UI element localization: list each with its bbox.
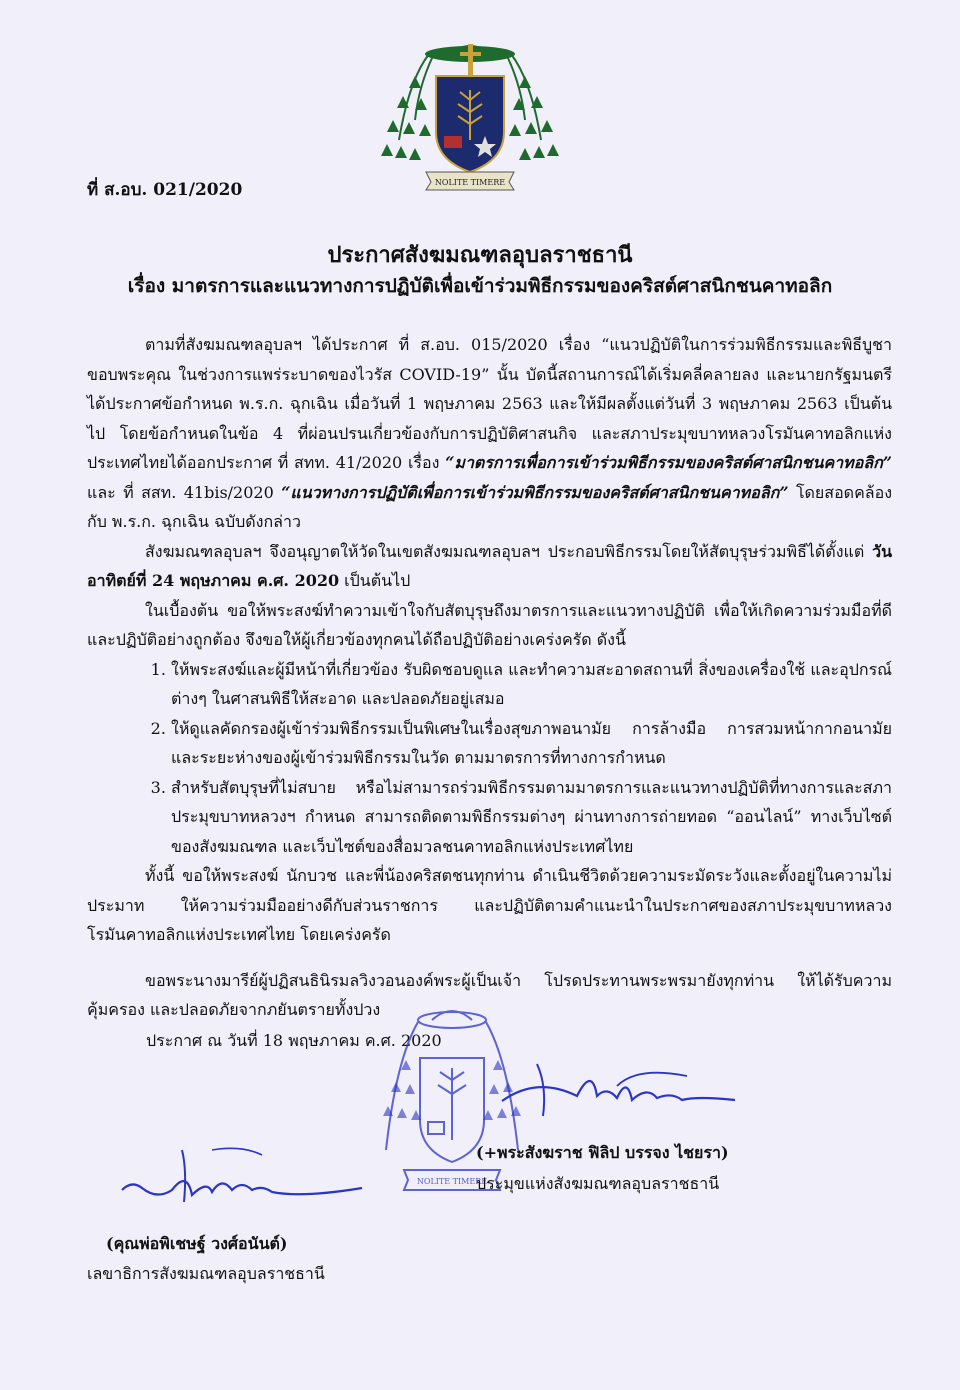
svg-text:NOLITE TIMERE: NOLITE TIMERE [416,1177,488,1186]
list-item: 2. ให้ดูแลคัดกรองผู้เข้าร่วมพิธีกรรมเป็นพิเศษในเรื่องสุขภาพอนามัย การล้างมือ การสวมหน้ากากอนามัย และระยะห่างของผู้เข้าร่วมพิธีกรรมในวัด ตามมาตรการที่ทางการกำหนด [171,714,892,773]
secretary-name: (คุณพ่อพิเชษฐ์ วงศ์อนันต์) [106,1234,288,1253]
page-title: ประกาศสังฆมณฑลอุบลราชธานี [327,242,633,268]
coat-of-arms [381,40,559,192]
paragraph-3: ในเบื้องต้น ขอให้พระสงฆ์ทำความเข้าใจกับสัตบุรุษถึงมาตรการและแนวทางปฏิบัติ เพื่อให้เกิดความร่วมมือที่ดี และปฏิบัติอย่างถูกต้อง จึงขอให้ผู้เกี่ยวข้องทุกคนได้ถือปฏิบัติอย่างเคร่งครัด ดังนี้ [87,600,892,649]
paragraph-1: ตามที่สังฆมณฑลอุบลฯ ได้ประกาศ ที่ ส.อบ. 015/2020 เรื่อง “แนวปฏิบัติในการร่วมพิธีกรรมและพิธีบูชาขอบพระคุณ ในช่วงการแพร่ระบาดของไวรัส COVID-19” นั้น บัดนี้สถานการณ์ได้เริ่มคลี่คลายลง และนายกรัฐมนตรีได้ประกาศข้อกำหนด พ.ร.ก. ฉุกเฉิน เมื่อวันที่ 1 พฤษภาคม 2563 และให้มีผลตั้งแต่วันที่ 3 พฤษภาคม 2563 เป็นต้นไป โดยข้อกำหนดในข้อ 4 ที่ผ่อนปรนเกี่ยวข้องกับการปฏิบัติศาสนกิจ และสภาประมุขบาทหลวงโรมันคาทอลิกแห่งประเทศไทยได้ออกประกาศ ที่ สทท. 41/2020 เรื่อง “มาตรการเพื่อการเข้าร่วมพิธีกรรมของคริสต์ศาสนิกชนคาทอลิก” และ ที่ สสท. 41bis/2020 “แนวทางการปฏิบัติเพื่อการเข้าร่วมพิธีกรรมของคริสต์ศาสนิกชนคาทอลิก” โดยสอดคล้อง กับ พ.ร.ก. ฉุกเฉิน ฉบับดังกล่าว [87,335,893,531]
list-item: 3. สำหรับสัตบุรุษที่ไม่สบาย หรือไม่สามารถร่วมพิธีกรรมตามมาตรการและแนวทางปฏิบัติที่ทางการและสภาประมุขบาทหลวงฯ กำหนด สามารถติดตามพิธีกรรมต่างๆ ผ่านทางการถ่ายทอด “ออนไลน์” ทางเว็บไซต์ของสังฆมณฑล และเว็บไซต์ของสื่อมวลชนคาทอลิกแห่งประเทศไทย [171,773,892,862]
bishop-title: ประมุขแห่งสังฆมณฑลอุบลราชธานี [476,1174,720,1193]
announcement-date: ประกาศ ณ วันที่ 18 พฤษภาคม ค.ศ. 2020 [146,1031,442,1050]
list-item: 1. ให้พระสงฆ์และผู้มีหน้าที่เกี่ยวข้อง รับผิดชอบดูแล และทำความสะอาดสถานที่ สิ่งของเครื่องใช้ และอุปกรณ์ต่างๆ ในศาสนพิธีให้สะอาด และปลอดภัยอยู่เสมอ [171,655,892,714]
bishop-signature [497,1056,737,1126]
motto-text: NOLITE TIMERE [434,178,506,187]
document-number: ที่ ส.อบ. 021/2020 [87,180,243,200]
paragraph-5: ขอพระนางมารีย์ผู้ปฏิสนธินิรมลวิงวอนองค์พระผู้เป็นเจ้า โปรดประทานพระพรมายังทุกท่าน ให้ได้รับความคุ้มครอง และปลอดภัยจากภยันตรายทั้งปวง [87,970,892,1019]
paragraph-2: สังฆมณฑลอุบลฯ จึงอนุญาตให้วัดในเขตสังฆมณฑลอุบลฯ ประกอบพิธีกรรมโดยให้สัตบุรุษร่วมพิธีได้ตั้งแต่ วันอาทิตย์ที่ 24 พฤษภาคม ค.ศ. 2020 เป็นต้นไป [87,541,892,590]
bishop-name: (+พระสังฆราช ฟิลิป บรรจง ไชยรา) [476,1143,729,1162]
measures-list [87,655,892,862]
secretary-signature [112,1140,372,1220]
paragraph-4: ทั้งนี้ ขอให้พระสงฆ์ นักบวช และพี่น้องคริสตชนทุกท่าน ดำเนินชีวิตด้วยความระมัดระวังและตั้งอยู่ในความไม่ประมาท ให้ความร่วมมืออย่างดีกับส่วนราชการ และปฏิบัติตามคำแนะนำในประกาศของสภาประมุขบาทหลวงโรมันคาทอลิกแห่งประเทศไทย โดยเคร่งครัด [87,866,892,944]
secretary-title: เลขาธิการสังฆมณฑลอุบลราชธานี [87,1264,325,1283]
announcement-body [87,330,892,1025]
document-subject: เรื่อง มาตรการและแนวทางการปฏิบัติเพื่อเข้าร่วมพิธีกรรมของคริสต์ศาสนิกชนคาทอลิก [127,275,833,297]
